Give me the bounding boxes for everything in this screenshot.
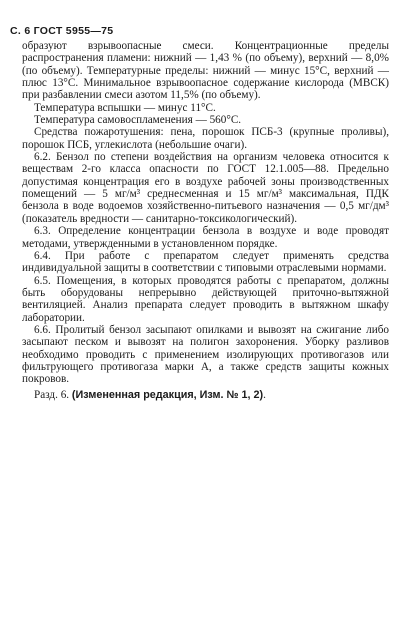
paragraph-flammability-limits: образуют взрывоопасные смеси. Концентрационные пределы распространения пламени: нижний — 1,43 % (по объему), верхний — 8,0% (по объему). Температурные пределы: нижний — минус 15°С, верхний — плюс 13°С. Минимальное взрывоопасное содержание кислорода (МВСК) при разбавлении смеси азотом 11,5% (по объему). (22, 40, 389, 102)
paragraph-6-3: 6.3. Определение концентрации бензола в воздухе и воде проводят методами, утвержденными в установленном порядке. (22, 225, 389, 250)
amendment-note (22, 389, 389, 401)
amendment-prefix: Разд. 6. (34, 388, 72, 401)
paragraph-autoignition: Температура самовоспламенения — 560°С. (34, 114, 242, 127)
document-body (22, 40, 389, 401)
page-header: С. 6 ГОСТ 5955—75 (10, 25, 114, 37)
paragraph-6-6: 6.6. Пролитый бензол засыпают опилками и вывозят на сжигание либо засыпают песком и вывозят на полигон захоронения. Уборку разливов необходимо проводить с применением изолирующих противогазов или фильтрующего противогаза марки А, а также средств защиты кожных покровов. (22, 323, 389, 386)
paragraph-6-2: 6.2. Бензол по степени воздействия на организм человека относится к веществам 2-го класса опасности по ГОСТ 12.1.005—88. Предельно допустимая концентрация его в воздухе рабочей зоны производственных помещений — 5 мг/м³ среднесменная и 15 мг/м³ максимальная, ПДК бензола в воде водоемов хозяйственно-питьевого назначения — 0,5 мг/дм³ (показатель вредности — санитарно-токсикологический). (22, 151, 389, 225)
amendment-suffix: . (263, 388, 266, 401)
paragraph-flash-point: Температура вспышки — минус 11°С. (34, 101, 216, 114)
paragraph-6-4: 6.4. При работе с препаратом следует применять средства индивидуальной защиты в соответствии с типовыми отраслевыми нормами. (22, 249, 389, 275)
amendment-bold: (Измененная редакция, Изм. № 1, 2) (71, 388, 264, 401)
paragraph-extinguishing-media: Средства пожаротушения: пена, порошок ПСБ-3 (крупные проливы), порошок ПСБ, углекислота (небольшие очаги). (22, 126, 389, 151)
paragraph-6-5: 6.5. Помещения, в которых проводятся работы с препаратом, должны быть оборудованы непрерывно действующей приточно-вытяжной вентиляцией. Анализ препарата следует проводить в вытяжном шкафу лаборатории. (22, 274, 389, 324)
